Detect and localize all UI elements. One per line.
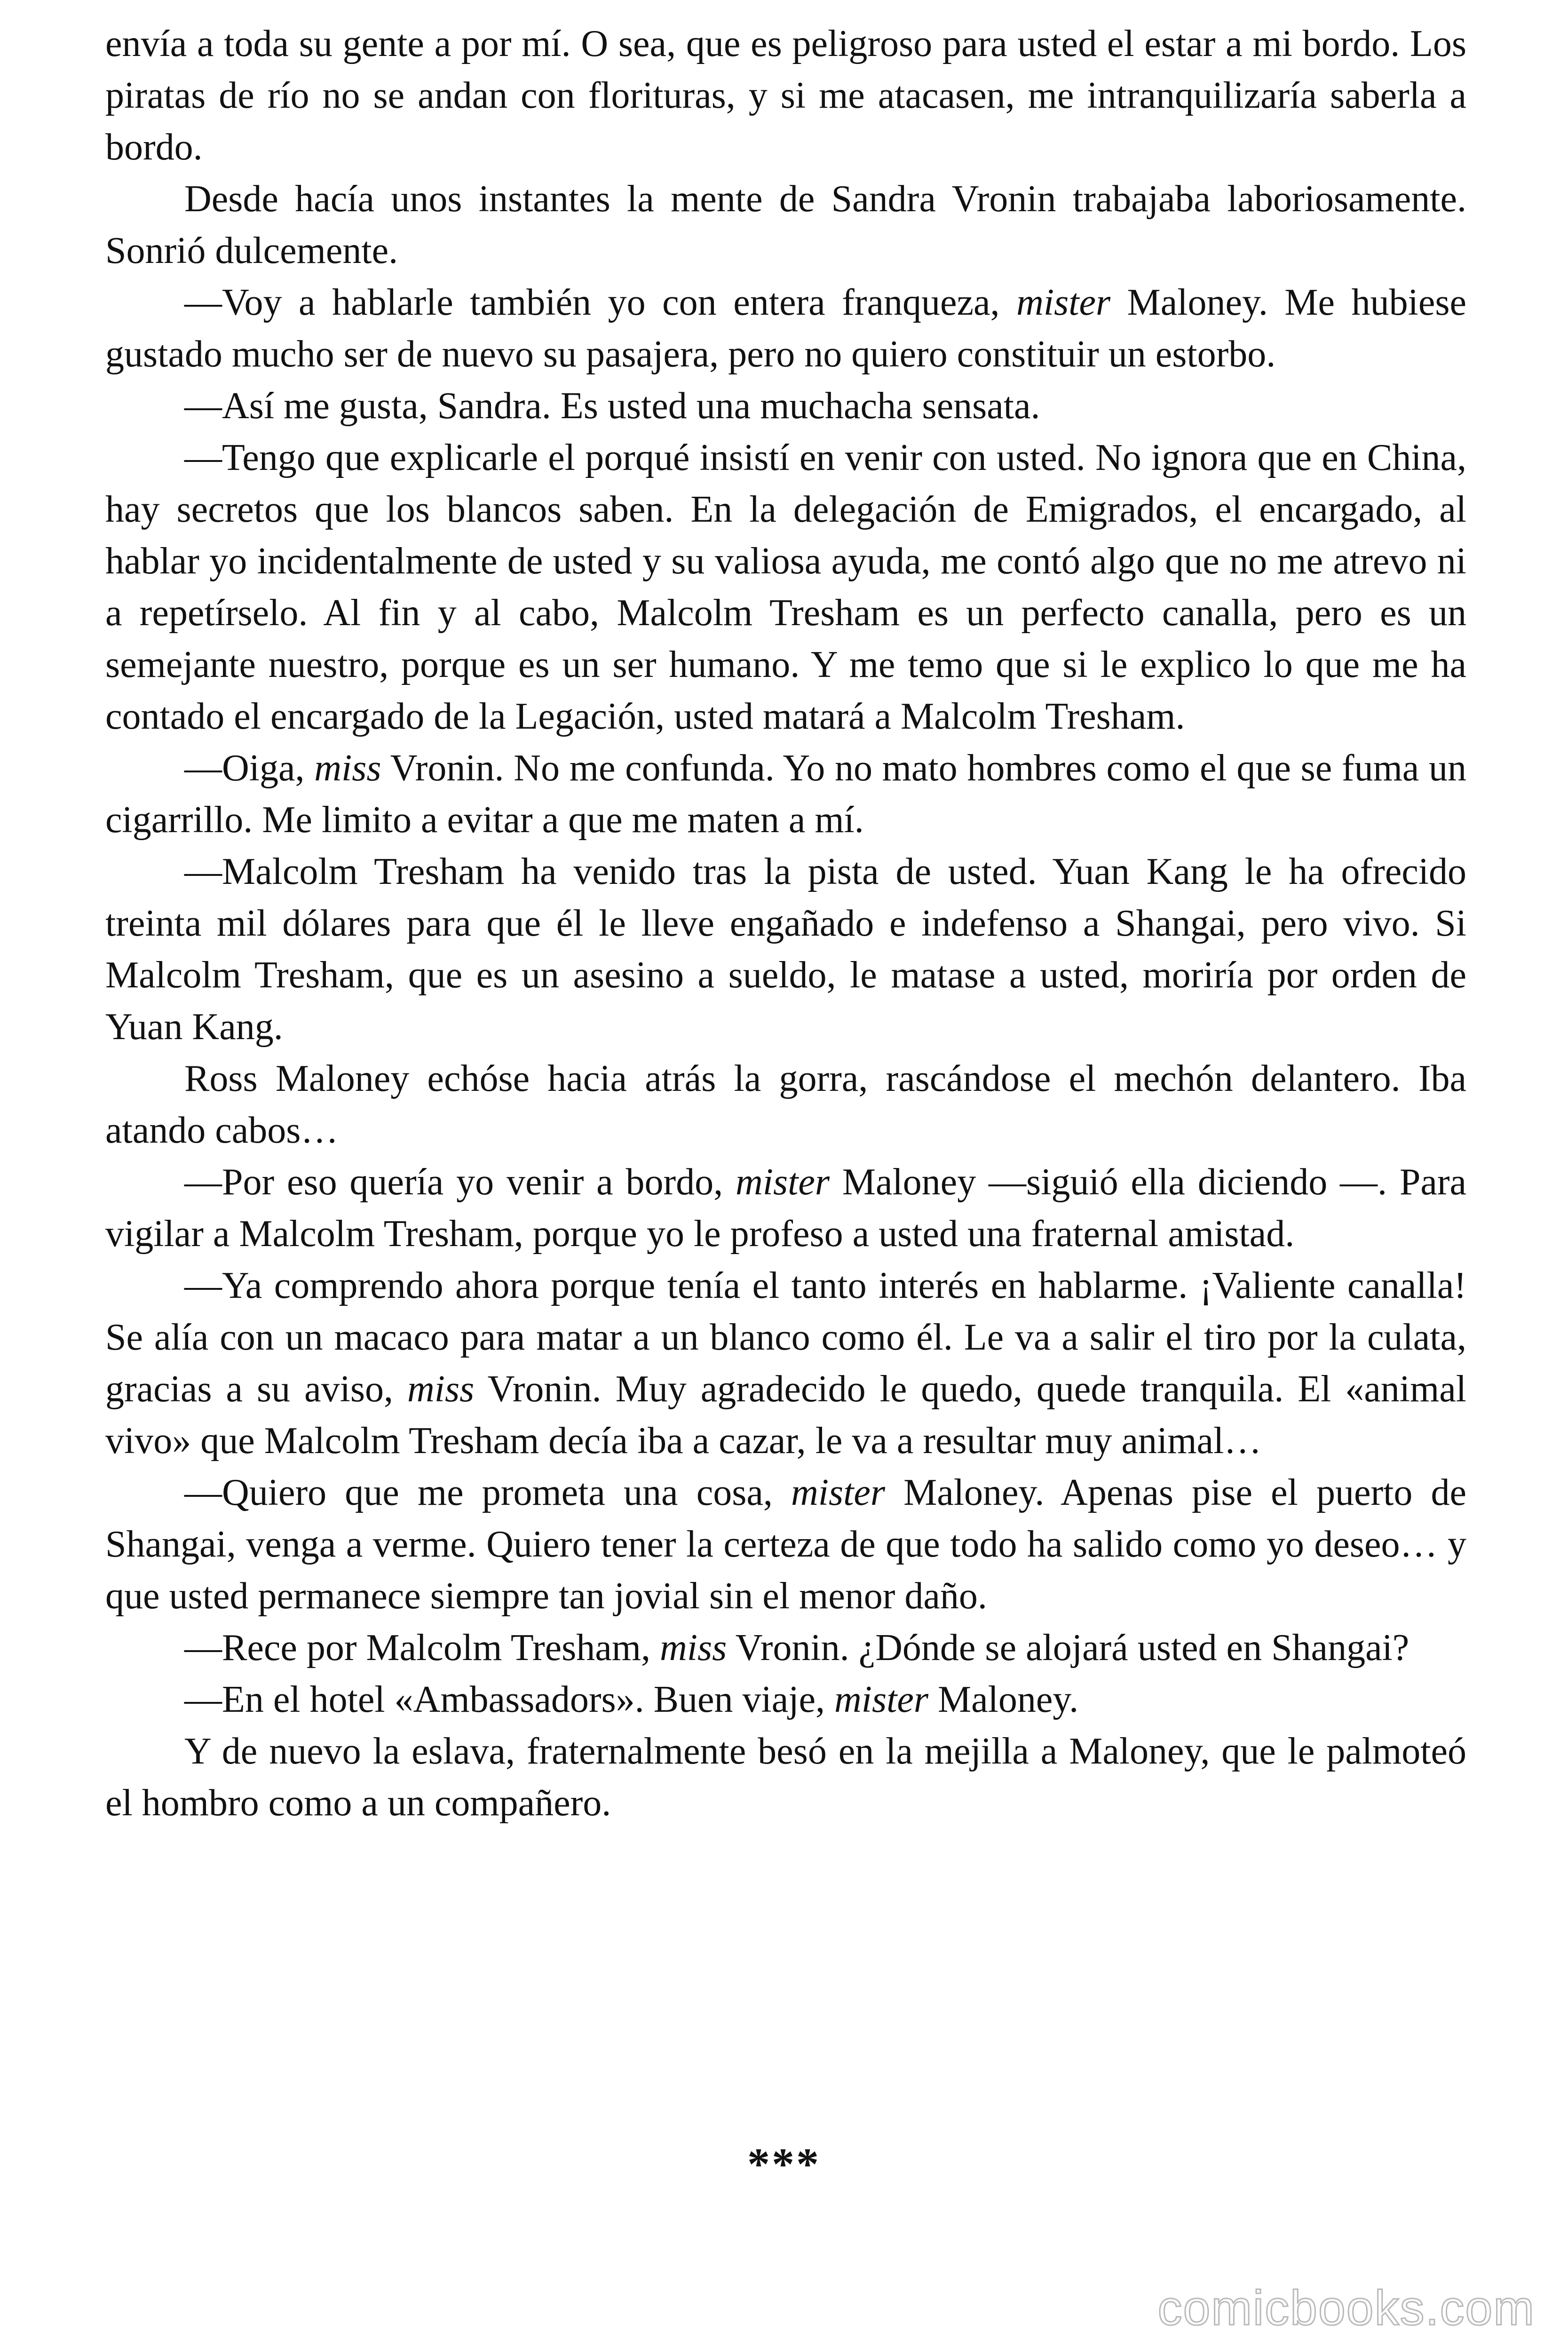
paragraph: [105, 173, 1466, 277]
body-text: [105, 18, 1466, 1829]
text-run: —Oiga,: [184, 747, 315, 789]
text-run: Vronin. ¿Dónde se alojará usted en Shangai?: [727, 1627, 1410, 1669]
text-run: —Voy a hablarle también yo con entera franqueza,: [184, 282, 1017, 323]
text-run: Vronin. Muy agradecido le quedo, quede tranquila. El «animal vivo» que Malcolm Tresham decía iba a cazar, le va a resultar muy animal…: [105, 1368, 1466, 1462]
section-separator: ***: [747, 2139, 821, 2189]
text-run: —Por eso quería yo venir a bordo,: [184, 1161, 736, 1203]
paragraph: [105, 1467, 1466, 1622]
paragraph: [105, 846, 1466, 1053]
text-run: —Así me gusta, Sandra. Es usted una muchacha sensata.: [184, 385, 1040, 427]
text-run: —Ya comprendo ahora porque tenía el tanto interés en hablarme. ¡Valiente canalla! Se alía con un macaco para matar a un blanco como él. Le va a salir el tiro por la culata, gracias a su aviso,: [105, 1265, 1466, 1410]
paragraph: [105, 1053, 1466, 1156]
italic-word: miss: [659, 1627, 727, 1669]
italic-word: mister: [1016, 282, 1111, 323]
paragraph: [105, 1260, 1466, 1467]
text-run: Ross Maloney echóse hacia atrás la gorra, rascándose el mechón delantero. Iba atando cabos…: [105, 1058, 1466, 1151]
paragraph: [105, 1725, 1466, 1829]
italic-word: mister: [791, 1472, 885, 1513]
paragraph: [105, 742, 1466, 846]
paragraph: [105, 18, 1466, 173]
paragraph: [105, 277, 1466, 380]
paragraph: [105, 432, 1466, 742]
italic-word: miss: [314, 747, 381, 789]
italic-word: mister: [834, 1679, 928, 1720]
text-run: envía a toda su gente a por mí. O sea, que es peligroso para usted el estar a mi bordo. Los piratas de río no se andan con florituras, y si me atacasen, me intranquilizaría saberla a bordo.: [105, 23, 1466, 168]
paragraph: [105, 380, 1466, 432]
text-run: —Quiero que me prometa una cosa,: [184, 1472, 791, 1513]
text-run: Maloney. Me hubiese gustado mucho ser de nuevo su pasajera, pero no quiero constituir un estorbo.: [105, 282, 1466, 375]
paragraph: [105, 1622, 1466, 1674]
text-run: Desde hacía unos instantes la mente de Sandra Vronin trabajaba laboriosamente. Sonrió dulcemente.: [105, 178, 1466, 271]
text-run: —Tengo que explicarle el porqué insistí en venir con usted. No ignora que en China, hay secretos que los blancos saben. En la delegación de Emigrados, el encargado, al hablar yo incidentalmente de usted y su valiosa ayuda, me contó algo que no me atrevo ni a repetírselo. Al fin y al cabo, Malcolm Tresham es un perfecto canalla, pero es un semejante nuestro, porque es un ser humano. Y me temo que si le explico lo que me ha contado el encargado de la Legación, usted matará a Malcolm Tresham.: [105, 437, 1466, 737]
text-run: Y de nuevo la eslava, fraternalmente besó en la mejilla a Maloney, que le palmoteó el hombro como a un compañero.: [105, 1731, 1466, 1824]
text-run: —Malcolm Tresham ha venido tras la pista de usted. Yuan Kang le ha ofrecido treinta mil dólares para que él le lleve engañado e indefenso a Shangai, pero vivo. Si Malcolm Tresham, que es un asesino a sueldo, le matase a usted, moriría por orden de Yuan Kang.: [105, 851, 1466, 1048]
watermark-logo: comicbooks.com: [1157, 2281, 1535, 2336]
text-run: Maloney. Apenas pise el puerto de Shangai, venga a verme. Quiero tener la certeza de que todo ha salido como yo deseo… y que usted permanece siempre tan jovial sin el menor daño.: [105, 1472, 1467, 1617]
text-run: —En el hotel «Ambassadors». Buen viaje,: [184, 1679, 834, 1720]
text-run: —Rece por Malcolm Tresham,: [184, 1627, 660, 1669]
paragraph: [105, 1674, 1466, 1725]
text-run: Maloney.: [928, 1679, 1079, 1720]
paragraph: [105, 1156, 1466, 1260]
text-run: Maloney —siguió ella diciendo —. Para vigilar a Malcolm Tresham, porque yo le profeso a usted una fraternal amistad.: [105, 1161, 1466, 1255]
italic-word: mister: [735, 1161, 830, 1203]
italic-word: miss: [407, 1368, 475, 1410]
text-run: Vronin. No me confunda. Yo no mato hombres como el que se fuma un cigarrillo. Me limito a evitar a que me maten a mí.: [105, 747, 1466, 841]
